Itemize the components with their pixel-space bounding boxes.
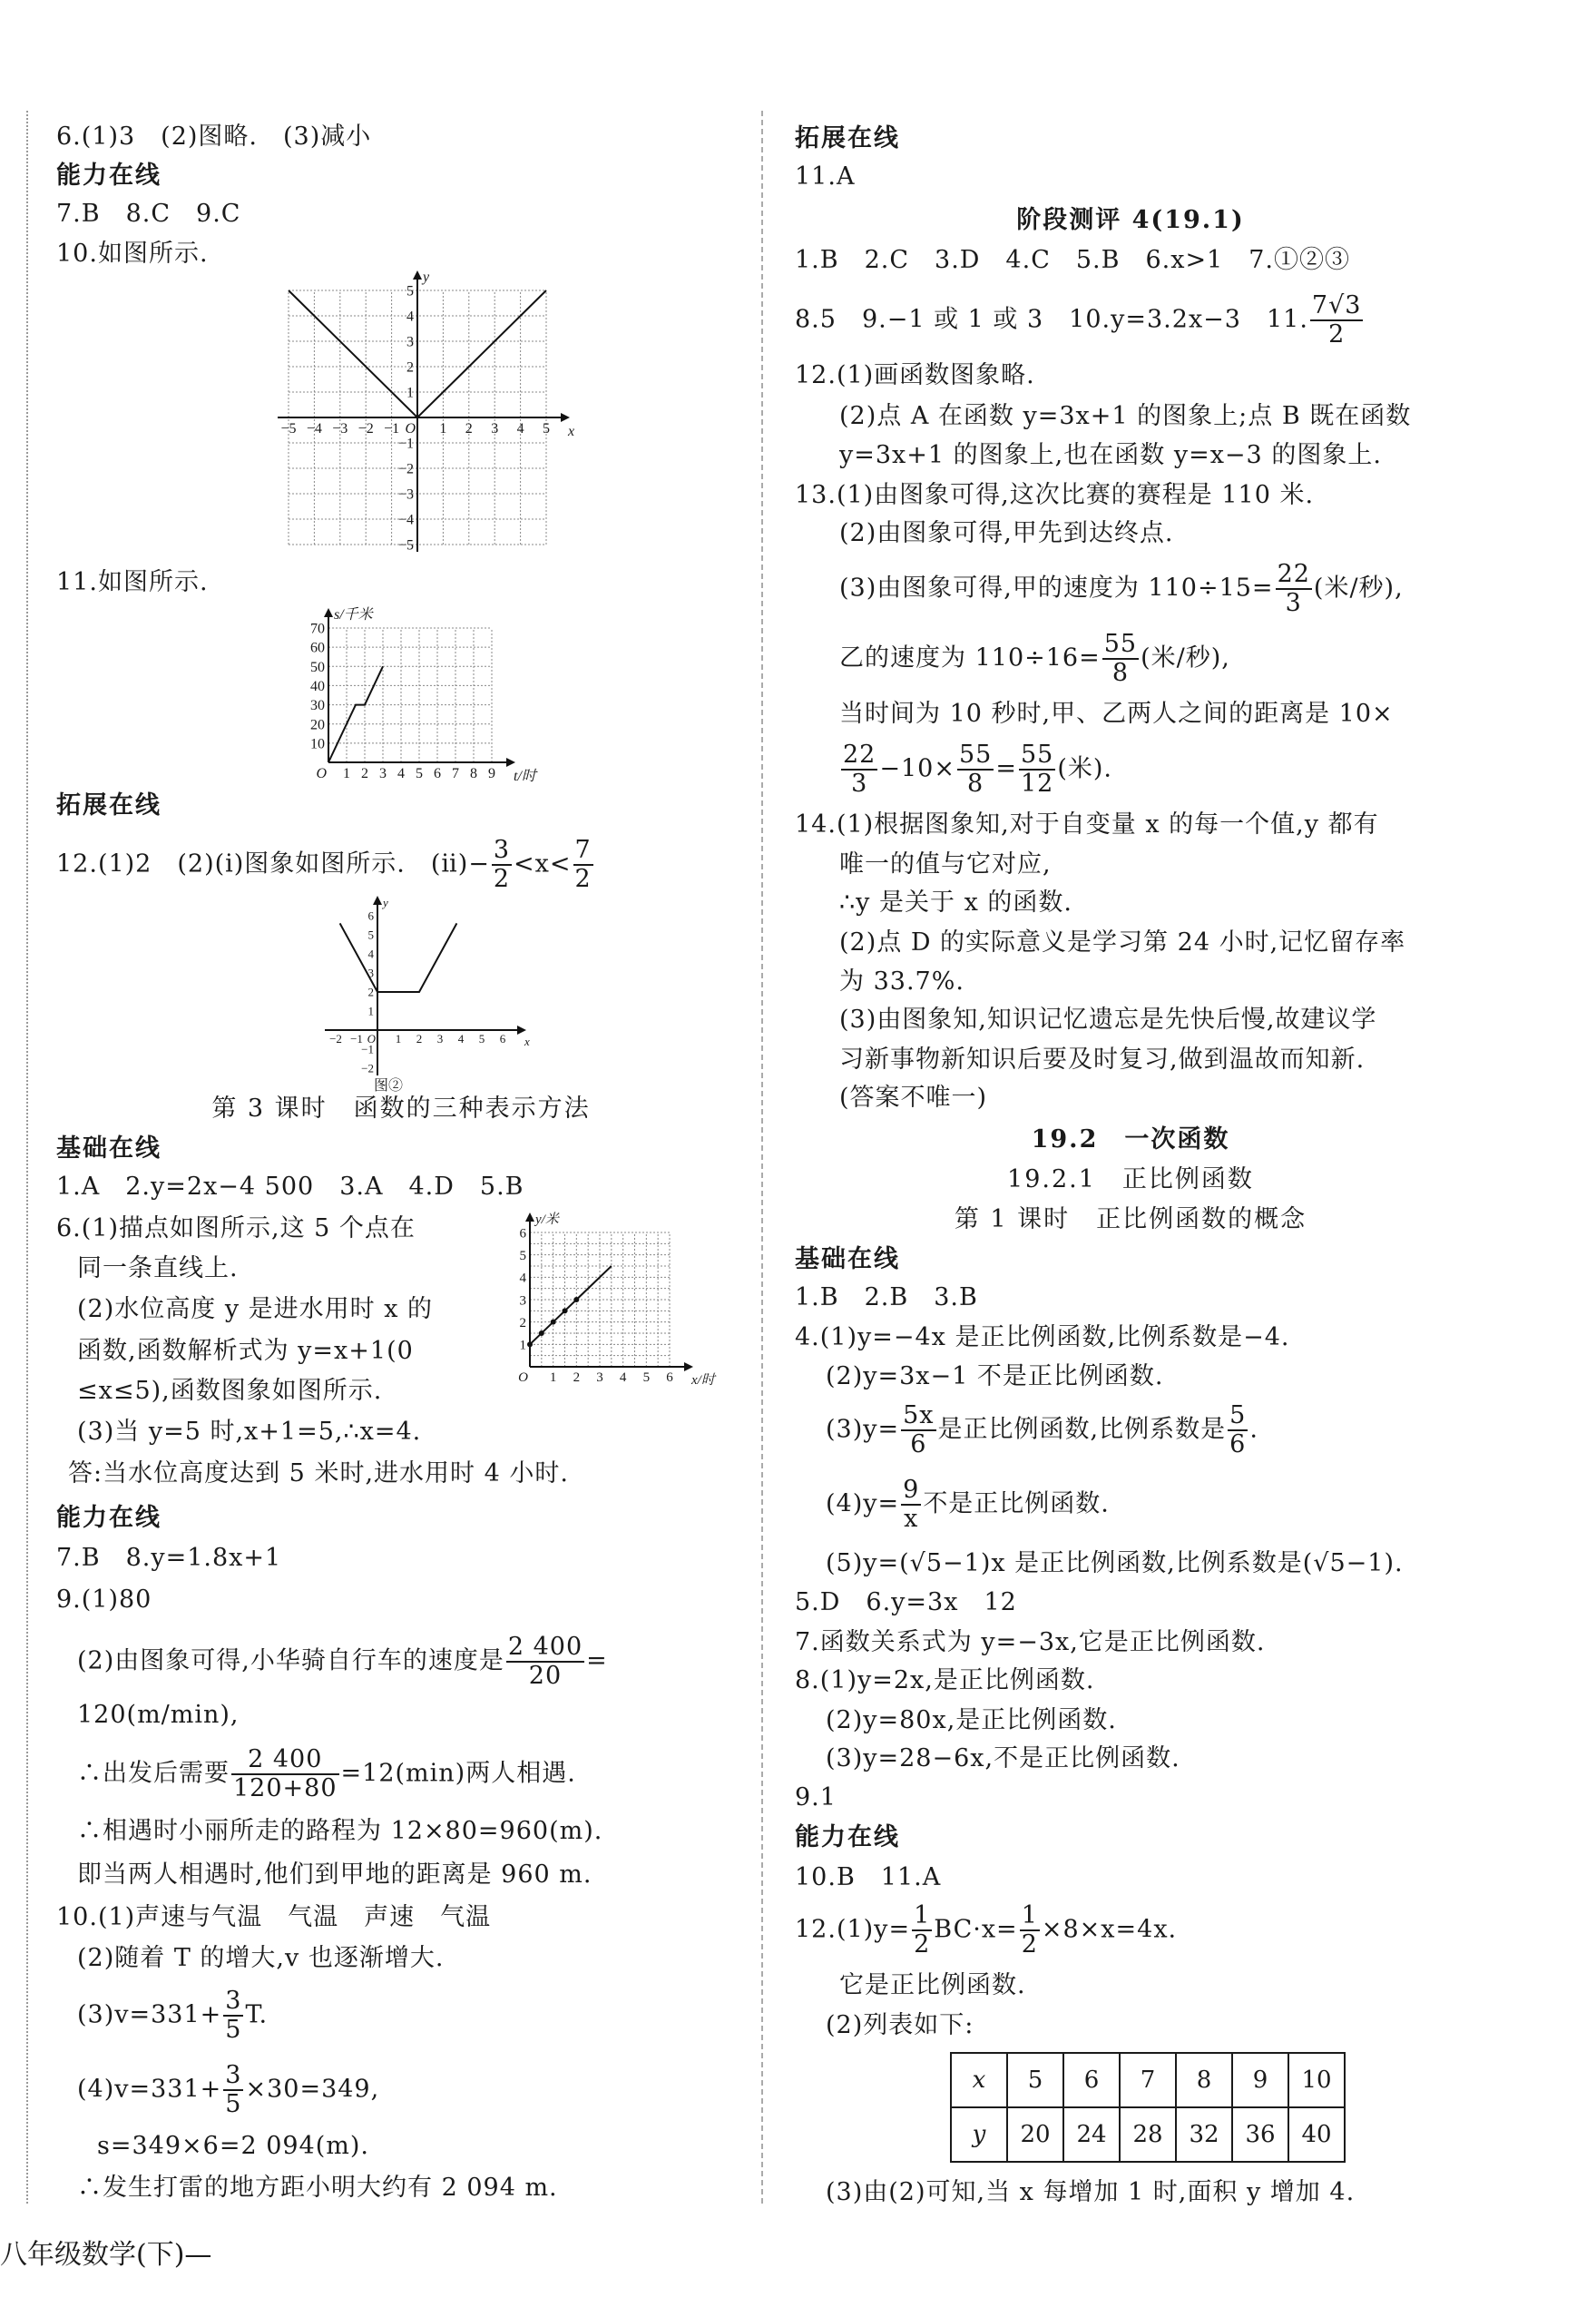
origin-label: O bbox=[405, 421, 416, 437]
answer-line bbox=[826, 1402, 1258, 1458]
answer-line: 函数,函数解析式为 y=x+1(0 bbox=[77, 1337, 414, 1365]
answer-line: 它是正比例函数. bbox=[839, 1971, 1026, 1999]
answer-line: 12.(1)画函数图象略. bbox=[795, 361, 1035, 389]
answer-line: (3)由图象知,知识记忆遗忘是先快后慢,故建议学 bbox=[839, 1006, 1377, 1034]
denominator: 6 bbox=[910, 1430, 927, 1458]
text: (米/秒), bbox=[1313, 574, 1404, 603]
fraction bbox=[573, 837, 593, 893]
x-tick-label: −2 bbox=[357, 421, 374, 437]
x-tick-label: 3 bbox=[596, 1370, 603, 1385]
answer-line: (3)由(2)可知,当 x 每增加 1 时,面积 y 增加 4. bbox=[826, 2178, 1356, 2206]
section-heading-basic: 基础在线 bbox=[795, 1245, 900, 1273]
text: ×8×x=4x. bbox=[1041, 1915, 1178, 1944]
x-tick-label: 5 bbox=[416, 766, 423, 781]
section-heading-basic: 基础在线 bbox=[56, 1134, 162, 1163]
answer-line: (2)水位高度 y 是进水用时 x 的 bbox=[77, 1295, 434, 1323]
denominator: 12 bbox=[1020, 770, 1054, 798]
lesson-title: 第 1 课时 正比例函数的概念 bbox=[954, 1205, 1307, 1233]
y-axis-label: y/米 bbox=[535, 1212, 559, 1227]
denominator: x bbox=[904, 1505, 919, 1533]
x-tick-label: 2 bbox=[465, 421, 473, 437]
fraction bbox=[223, 2062, 243, 2118]
x-tick-label: −2 bbox=[329, 1032, 342, 1046]
x-tick-label: 4 bbox=[619, 1370, 627, 1385]
answer-line: 10.(1)声速与气温 气温 声速 气温 bbox=[56, 1903, 492, 1931]
y-tick-label: −4 bbox=[397, 512, 414, 528]
denominator: 8 bbox=[967, 770, 984, 798]
text: T. bbox=[245, 2000, 269, 2029]
answer-line: (2)点 D 的实际意义是学习第 24 小时,记忆留存率 bbox=[839, 928, 1406, 957]
answer-line: (2)点 A 在函数 y=3x+1 的图象上;点 B 既在函数 bbox=[839, 402, 1412, 430]
x-tick-label: 7 bbox=[452, 766, 459, 781]
numerator: 3 bbox=[225, 1987, 242, 2015]
section-title: 19.2 一次函数 bbox=[1031, 1125, 1230, 1154]
y-axis-arrow-icon bbox=[413, 270, 422, 280]
y-tick-label: −2 bbox=[397, 461, 414, 477]
answer-line: 11.A bbox=[795, 162, 856, 191]
y-tick-label: 50 bbox=[310, 659, 325, 675]
table-cell: 7 bbox=[1120, 2053, 1176, 2107]
answer-line bbox=[77, 2062, 379, 2118]
answer-line: (3)y=28−6x,不是正比例函数. bbox=[826, 1744, 1180, 1772]
table-cell: 28 bbox=[1120, 2107, 1176, 2162]
text: ×30=349, bbox=[245, 2075, 380, 2104]
answer-line bbox=[839, 561, 1404, 617]
numerator: 1 bbox=[914, 1901, 931, 1929]
fraction bbox=[957, 741, 994, 798]
y-tick-label: 4 bbox=[519, 1271, 526, 1286]
numerator: 22 bbox=[1277, 560, 1310, 588]
answer-line: 4.(1)y=−4x 是正比例函数,比例系数是−4. bbox=[795, 1323, 1290, 1351]
answer-line: 13.(1)由图象可得,这次比赛的赛程是 110 米. bbox=[795, 481, 1315, 509]
text: BC·x= bbox=[934, 1915, 1018, 1944]
table-cell: 9 bbox=[1232, 2053, 1288, 2107]
answer-line: 11.如图所示. bbox=[56, 568, 209, 596]
x-tick-label: 6 bbox=[434, 766, 441, 781]
y-tick-label: −3 bbox=[397, 486, 414, 503]
data-point bbox=[539, 1330, 544, 1336]
origin-label: O bbox=[518, 1370, 528, 1385]
figure-distance-time-graph bbox=[290, 603, 535, 784]
text: ∴出发后需要 bbox=[77, 1759, 230, 1788]
answer-line bbox=[56, 837, 595, 893]
answer-line: 6.(1)描点如图所示,这 5 个点在 bbox=[56, 1214, 416, 1242]
y-tick-label: 1 bbox=[406, 385, 414, 401]
y-tick-label: 4 bbox=[367, 947, 374, 961]
answer-line: ∴相遇时小丽所走的路程为 12×80=960(m). bbox=[77, 1817, 603, 1845]
text: (3)由图象可得,甲的速度为 110÷15= bbox=[839, 574, 1274, 603]
text: = bbox=[586, 1646, 608, 1675]
x-axis-arrow-icon bbox=[517, 1026, 526, 1035]
numerator: 55 bbox=[1020, 741, 1054, 769]
x-tick-label: 4 bbox=[457, 1032, 465, 1046]
numerator: 5 bbox=[1229, 1401, 1247, 1429]
x-tick-label: 6 bbox=[666, 1370, 673, 1385]
numerator: 7 bbox=[574, 836, 592, 864]
answer-line: 答:当水位高度达到 5 米时,进水用时 4 小时. bbox=[68, 1459, 569, 1487]
x-tick-label: 3 bbox=[379, 766, 387, 781]
numerator: 1 bbox=[1021, 1901, 1038, 1929]
fraction bbox=[901, 1402, 935, 1458]
x-tick-label: −4 bbox=[306, 421, 322, 437]
y-axis-label: y bbox=[383, 896, 388, 909]
y-tick-label: −1 bbox=[361, 1042, 374, 1056]
answer-line bbox=[795, 1902, 1177, 1959]
x-tick-label: 6 bbox=[499, 1032, 506, 1046]
denominator: 2 bbox=[1021, 1930, 1038, 1959]
y-axis-arrow-icon bbox=[324, 608, 333, 617]
table-cell: 6 bbox=[1063, 2053, 1120, 2107]
table-row-x bbox=[951, 2053, 1345, 2107]
test-title: 阶段测评 4(19.1) bbox=[1016, 206, 1245, 234]
data-point bbox=[573, 1297, 579, 1302]
answer-line: 1.A 2.y=2x−4 500 3.A 4.D 5.B bbox=[56, 1173, 524, 1201]
y-tick-label: 5 bbox=[406, 283, 414, 299]
answer-line: (2)随着 T 的增大,v 也逐渐增大. bbox=[77, 1944, 445, 1972]
numerator: 7√3 bbox=[1311, 291, 1362, 319]
x-axis-arrow-icon bbox=[684, 1362, 693, 1371]
answer-line: 1.B 2.B 3.B bbox=[795, 1283, 978, 1311]
table-cell: x bbox=[951, 2053, 1007, 2107]
text: . bbox=[1249, 1415, 1258, 1444]
text: (2)由图象可得,小华骑自行车的速度是 bbox=[77, 1646, 504, 1675]
section-heading-ability: 能力在线 bbox=[56, 162, 162, 190]
table-cell: y bbox=[951, 2107, 1007, 2162]
y-tick-label: −1 bbox=[397, 436, 414, 452]
page-footer: 八年级数学(下)— bbox=[0, 2239, 212, 2271]
answer-line: 120(m/min), bbox=[77, 1701, 240, 1729]
column-divider bbox=[761, 111, 763, 2204]
answer-line: 7.B 8.y=1.8x+1 bbox=[56, 1544, 282, 1572]
left-margin-dotted-line bbox=[26, 111, 28, 2204]
answer-line: (2)y=3x−1 不是正比例函数. bbox=[826, 1362, 1164, 1390]
table-cell: 10 bbox=[1288, 2053, 1345, 2107]
text: (米/秒), bbox=[1141, 643, 1230, 673]
y-tick-label: 6 bbox=[367, 908, 374, 923]
text: 12.(1)y= bbox=[795, 1915, 911, 1944]
x-tick-label: 5 bbox=[543, 421, 550, 437]
table-cell: 40 bbox=[1288, 2107, 1345, 2162]
fraction bbox=[912, 1902, 932, 1959]
data-point bbox=[563, 1308, 568, 1313]
x-tick-label: 4 bbox=[397, 766, 405, 781]
denominator: 2 bbox=[914, 1930, 931, 1959]
x-tick-label: 1 bbox=[439, 421, 447, 437]
lesson-title: 第 3 课时 函数的三种表示方法 bbox=[211, 1095, 591, 1123]
x-axis-label: t/时 bbox=[514, 769, 536, 784]
denominator: 6 bbox=[1229, 1430, 1247, 1458]
figure-v-shape-graph bbox=[263, 270, 575, 563]
y-tick-label: 3 bbox=[367, 966, 374, 980]
x-axis-label: x bbox=[524, 1035, 530, 1048]
table-cell: 5 bbox=[1007, 2053, 1063, 2107]
fraction bbox=[1020, 1902, 1040, 1959]
x-tick-label: 5 bbox=[478, 1032, 485, 1046]
y-tick-label: 3 bbox=[406, 334, 414, 350]
y-axis-label: y bbox=[423, 270, 430, 285]
y-axis-arrow-icon bbox=[373, 896, 382, 905]
value-table bbox=[950, 2052, 1346, 2163]
y-tick-label: 1 bbox=[367, 1004, 374, 1018]
answer-line: 10.B 11.A bbox=[795, 1863, 942, 1891]
text: 是正比例函数,比例系数是 bbox=[937, 1415, 1227, 1444]
y-tick-label: 60 bbox=[310, 640, 325, 656]
x-tick-label: 1 bbox=[343, 766, 350, 781]
x-tick-label: 1 bbox=[395, 1032, 402, 1046]
data-point bbox=[551, 1320, 556, 1325]
fraction bbox=[1019, 741, 1055, 798]
answer-line: 8.(1)y=2x,是正比例函数. bbox=[795, 1666, 1095, 1694]
y-axis-label: s/千米 bbox=[334, 607, 373, 623]
y-tick-label: 6 bbox=[519, 1226, 526, 1242]
data-point bbox=[527, 1341, 533, 1347]
function-line bbox=[340, 923, 457, 992]
denominator: 5 bbox=[225, 2090, 242, 2118]
table-cell: 36 bbox=[1232, 2107, 1288, 2162]
y-tick-label: 2 bbox=[519, 1315, 526, 1330]
text: 乙的速度为 110÷16= bbox=[839, 643, 1101, 673]
answer-line: 即当两人相遇时,他们到甲地的距离是 960 m. bbox=[77, 1860, 592, 1889]
answer-line: 7.B 8.C 9.C bbox=[56, 200, 241, 228]
y-tick-label: −2 bbox=[361, 1061, 374, 1075]
answer-line bbox=[795, 292, 1365, 349]
text: 8.5 9.−1 或 1 或 3 10.y=3.2x−3 11. bbox=[795, 305, 1308, 334]
answer-line: 唯一的值与它对应, bbox=[839, 850, 1052, 879]
section-heading-extension: 拓展在线 bbox=[56, 791, 162, 820]
fraction bbox=[492, 837, 512, 893]
x-tick-label: 8 bbox=[470, 766, 477, 781]
fraction bbox=[841, 741, 877, 798]
answer-line: 为 33.7%. bbox=[839, 967, 964, 996]
text: (米). bbox=[1057, 754, 1112, 783]
denominator: 2 bbox=[574, 865, 592, 893]
text: 不是正比例函数. bbox=[923, 1489, 1110, 1518]
numerator: 22 bbox=[843, 741, 876, 769]
answer-line bbox=[839, 631, 1230, 687]
text: = bbox=[995, 754, 1017, 783]
text: 12.(1)2 (2)(ⅰ)图象如图所示. (ⅱ)− bbox=[56, 849, 490, 879]
answer-line: 9.(1)80 bbox=[56, 1586, 152, 1614]
denominator: 120+80 bbox=[233, 1774, 338, 1802]
x-axis-label: x bbox=[568, 424, 575, 439]
answer-line: s=349×6=2 094(m). bbox=[97, 2132, 369, 2160]
answer-line bbox=[839, 741, 1112, 798]
figure-caption: 图② bbox=[373, 1078, 404, 1094]
answer-line: (2)y=80x,是正比例函数. bbox=[826, 1706, 1117, 1734]
denominator: 20 bbox=[528, 1662, 563, 1690]
y-tick-label: 2 bbox=[367, 985, 374, 999]
numerator: 3 bbox=[493, 836, 511, 864]
x-tick-label: 2 bbox=[416, 1032, 423, 1046]
table-cell: 32 bbox=[1176, 2107, 1232, 2162]
y-tick-label: 2 bbox=[406, 359, 414, 376]
origin-label: O bbox=[316, 766, 327, 781]
x-tick-label: −3 bbox=[332, 421, 348, 437]
answer-line: 14.(1)根据图象知,对于自变量 x 的每一个值,y 都有 bbox=[795, 810, 1379, 839]
x-tick-label: 9 bbox=[488, 766, 495, 781]
answer-line: 1.B 2.C 3.D 4.C 5.B 6.x>1 7.①②③ bbox=[795, 246, 1351, 274]
section-heading-ability: 能力在线 bbox=[795, 1823, 900, 1851]
numerator: 2 400 bbox=[231, 1746, 339, 1775]
text: (3)y= bbox=[826, 1415, 900, 1444]
function-line bbox=[328, 666, 383, 762]
numerator: 5x bbox=[903, 1401, 935, 1429]
section-heading-ability: 能力在线 bbox=[56, 1504, 162, 1532]
answer-line: ≤x≤5),函数图象如图所示. bbox=[77, 1377, 383, 1405]
answer-line bbox=[826, 1477, 1110, 1533]
answer-line: 同一条直线上. bbox=[77, 1254, 239, 1282]
y-tick-label: 40 bbox=[310, 679, 325, 695]
table-cell: 20 bbox=[1007, 2107, 1063, 2162]
text: =12(min)两人相遇. bbox=[340, 1759, 576, 1788]
x-tick-label: −5 bbox=[280, 421, 297, 437]
y-tick-label: −5 bbox=[397, 537, 414, 554]
numerator: 55 bbox=[1103, 630, 1138, 658]
answer-line: 10.如图所示. bbox=[56, 240, 209, 268]
fraction bbox=[231, 1746, 339, 1802]
numerator: 2 400 bbox=[507, 1633, 583, 1661]
answer-line: (2)由图象可得,甲先到达终点. bbox=[839, 519, 1174, 547]
answer-line: 6.(1)3 (2)图略. (3)减小 bbox=[56, 123, 372, 151]
text: (4)y= bbox=[826, 1489, 900, 1518]
fraction bbox=[223, 1988, 243, 2044]
answer-line: (3)当 y=5 时,x+1=5,∴x=4. bbox=[77, 1418, 422, 1446]
x-axis-label: x/时 bbox=[691, 1373, 715, 1388]
table-cell: 24 bbox=[1063, 2107, 1120, 2162]
x-tick-label: 5 bbox=[642, 1370, 651, 1385]
fraction bbox=[901, 1477, 921, 1533]
x-tick-label: −1 bbox=[350, 1032, 363, 1046]
answer-line: ∴y 是关于 x 的函数. bbox=[839, 889, 1072, 917]
table-row-y bbox=[951, 2107, 1345, 2162]
x-tick-label: −1 bbox=[384, 421, 400, 437]
numerator: 3 bbox=[225, 2061, 242, 2089]
origin-label: O bbox=[367, 1032, 376, 1046]
fraction bbox=[506, 1634, 584, 1690]
denominator: 2 bbox=[1328, 320, 1346, 349]
y-axis-arrow-icon bbox=[525, 1212, 534, 1222]
answer-line: (2)列表如下: bbox=[826, 2011, 974, 2039]
text: (4)v=331+ bbox=[77, 2075, 222, 2104]
answer-line: 9.1 bbox=[795, 1783, 837, 1811]
fraction bbox=[1102, 631, 1139, 687]
x-tick-label: 3 bbox=[491, 421, 499, 437]
answer-line: 7.函数关系式为 y=−3x,它是正比例函数. bbox=[795, 1628, 1266, 1656]
table-cell: 8 bbox=[1176, 2053, 1232, 2107]
x-tick-label: 2 bbox=[573, 1370, 581, 1385]
x-tick-label: 4 bbox=[516, 421, 524, 437]
y-tick-label: 1 bbox=[519, 1338, 526, 1353]
answer-line: ∴发生打雷的地方距小明大约有 2 094 m. bbox=[77, 2174, 558, 2202]
section-heading-extension: 拓展在线 bbox=[795, 124, 900, 152]
answer-line: 习新事物新知识后要及时复习,做到温故而知新. bbox=[839, 1046, 1366, 1074]
y-tick-label: 70 bbox=[310, 621, 325, 637]
fraction bbox=[1310, 292, 1364, 349]
fraction bbox=[1276, 561, 1312, 617]
y-tick-label: 30 bbox=[310, 698, 325, 714]
text: <x< bbox=[514, 849, 572, 879]
numerator: 9 bbox=[903, 1476, 920, 1504]
subsection-title: 19.2.1 正比例函数 bbox=[1007, 1165, 1254, 1193]
x-tick-label: 3 bbox=[436, 1032, 444, 1046]
x-axis-arrow-icon bbox=[561, 413, 570, 422]
denominator: 5 bbox=[225, 2016, 242, 2044]
denominator: 3 bbox=[851, 770, 868, 798]
x-tick-label: 1 bbox=[549, 1370, 557, 1385]
answer-line: 5.D 6.y=3x 12 bbox=[795, 1588, 1017, 1616]
fraction bbox=[1228, 1402, 1248, 1458]
answer-line bbox=[77, 1988, 268, 2044]
y-tick-label: 3 bbox=[519, 1293, 526, 1309]
y-tick-label: 20 bbox=[310, 717, 325, 733]
figure-piecewise-graph bbox=[308, 894, 535, 1095]
denominator: 3 bbox=[1285, 589, 1302, 617]
figure-water-level-graph bbox=[510, 1212, 742, 1399]
y-tick-label: 10 bbox=[310, 736, 325, 752]
denominator: 2 bbox=[493, 865, 511, 893]
answer-line: (答案不唯一) bbox=[839, 1084, 988, 1112]
text: −10× bbox=[879, 754, 955, 783]
x-axis-arrow-icon bbox=[506, 758, 515, 767]
answer-line: (5)y=(√5−1)x 是正比例函数,比例系数是(√5−1). bbox=[826, 1549, 1404, 1577]
denominator: 8 bbox=[1111, 659, 1129, 687]
answer-line: 当时间为 10 秒时,甲、乙两人之间的距离是 10× bbox=[839, 700, 1394, 728]
numerator: 55 bbox=[958, 741, 993, 769]
y-tick-label: 4 bbox=[406, 309, 414, 325]
x-tick-label: 2 bbox=[361, 766, 368, 781]
answer-line bbox=[77, 1634, 608, 1690]
answer-line: y=3x+1 的图象上,也在函数 y=x−3 的图象上. bbox=[839, 441, 1382, 469]
y-tick-label: 5 bbox=[367, 928, 374, 942]
y-tick-label: 5 bbox=[519, 1248, 526, 1263]
answer-line bbox=[77, 1746, 576, 1802]
text: (3)v=331+ bbox=[77, 2000, 222, 2029]
